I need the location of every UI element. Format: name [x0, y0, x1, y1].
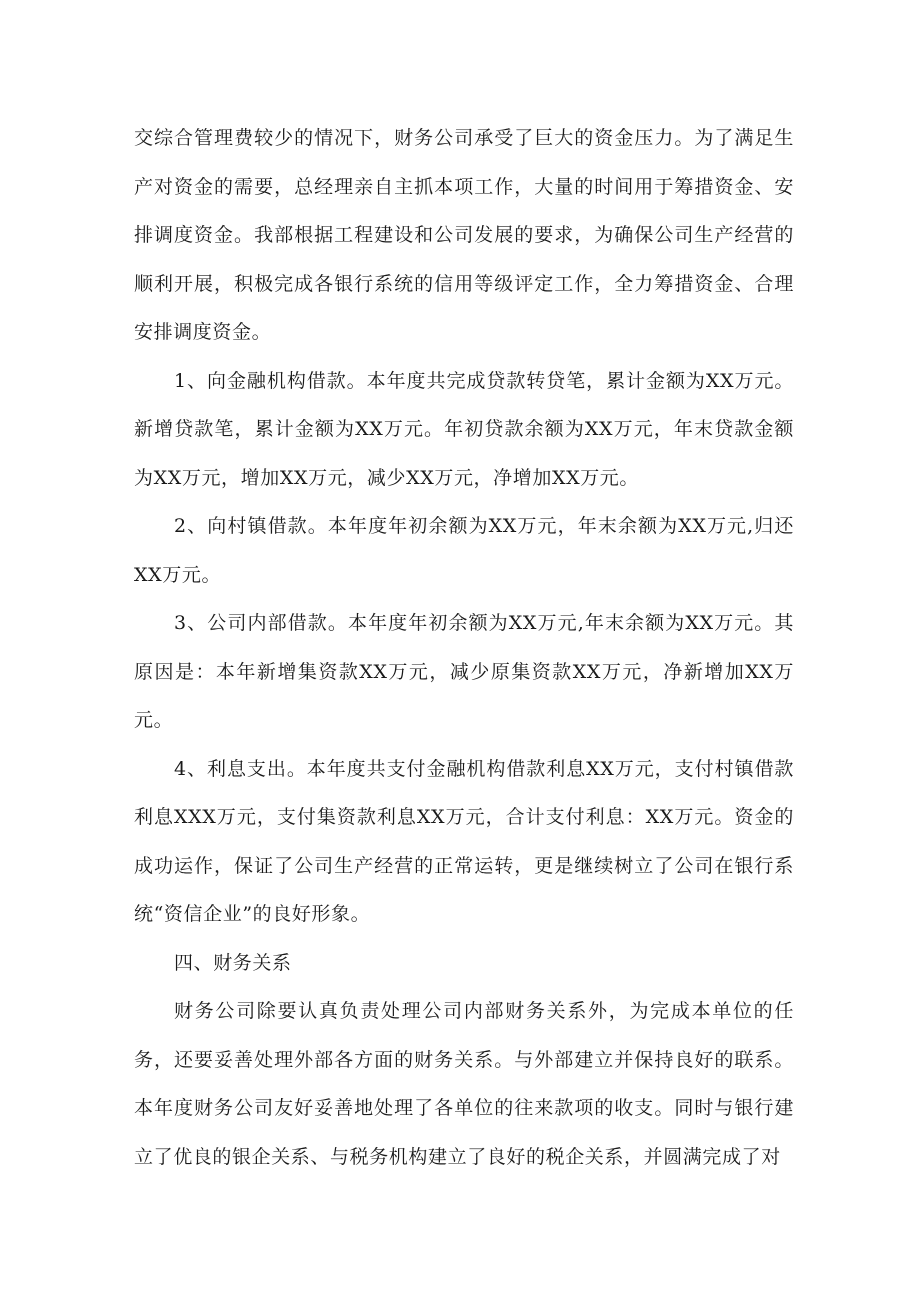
- paragraph-financial-relations: 财务公司除要认真负责处理公司内部财务关系外，为完成本单位的任务，还要妥善处理外部各方面的财务关系。与外部建立并保持良好的联系。本年度财务公司友好妥善地处理了各单位的往来款项的收支。同时与银行建立了优良的银企关系、与税务机构建立了良好的税企关系，并圆满完成了对: [134, 1000, 794, 1168]
- paragraph-internal-loans: 3、公司内部借款。本年度年初余额为XX万元,年末余额为XX万元。其原因是：本年新增集资款XX万元，减少原集资款XX万元，净新增加XX万元。: [134, 612, 794, 731]
- paragraph-financial-institution-loans: 1、向金融机构借款。本年度共完成贷款转贷笔，累计金额为XX万元。新增贷款笔，累计金额为XX万元。年初贷款余额为XX万元，年末贷款金额为XX万元，增加XX万元，减少XX万元，净增加XX万元。: [134, 369, 794, 489]
- paragraph-village-loans: 2、向村镇借款。本年度年初余额为XX万元，年末余额为XX万元,归还XX万元。: [134, 515, 794, 586]
- section-heading-financial-relations: 四、财务关系: [174, 951, 292, 974]
- paragraph-funding-pressure: 交综合管理费较少的情况下，财务公司承受了巨大的资金压力。为了满足生产对资金的需要，总经理亲自主抓本项工作，大量的时间用于筹措资金、安排调度资金。我部根据工程建设和公司发展的要求，为确保公司生产经营的顺利开展，积极完成各银行系统的信用等级评定工作，全力筹措资金、合理安排调度资金。: [134, 127, 794, 343]
- document-body: [134, 114, 794, 1181]
- paragraph-interest-expense: 4、利息支出。本年度共支付金融机构借款利息XX万元，支付村镇借款利息XXX万元，支付集资款利息XX万元，合计支付利息：XX万元。资金的成功运作，保证了公司生产经营的正常运转，更是继续树立了公司在银行系统“资信企业”的良好形象。: [134, 757, 794, 925]
